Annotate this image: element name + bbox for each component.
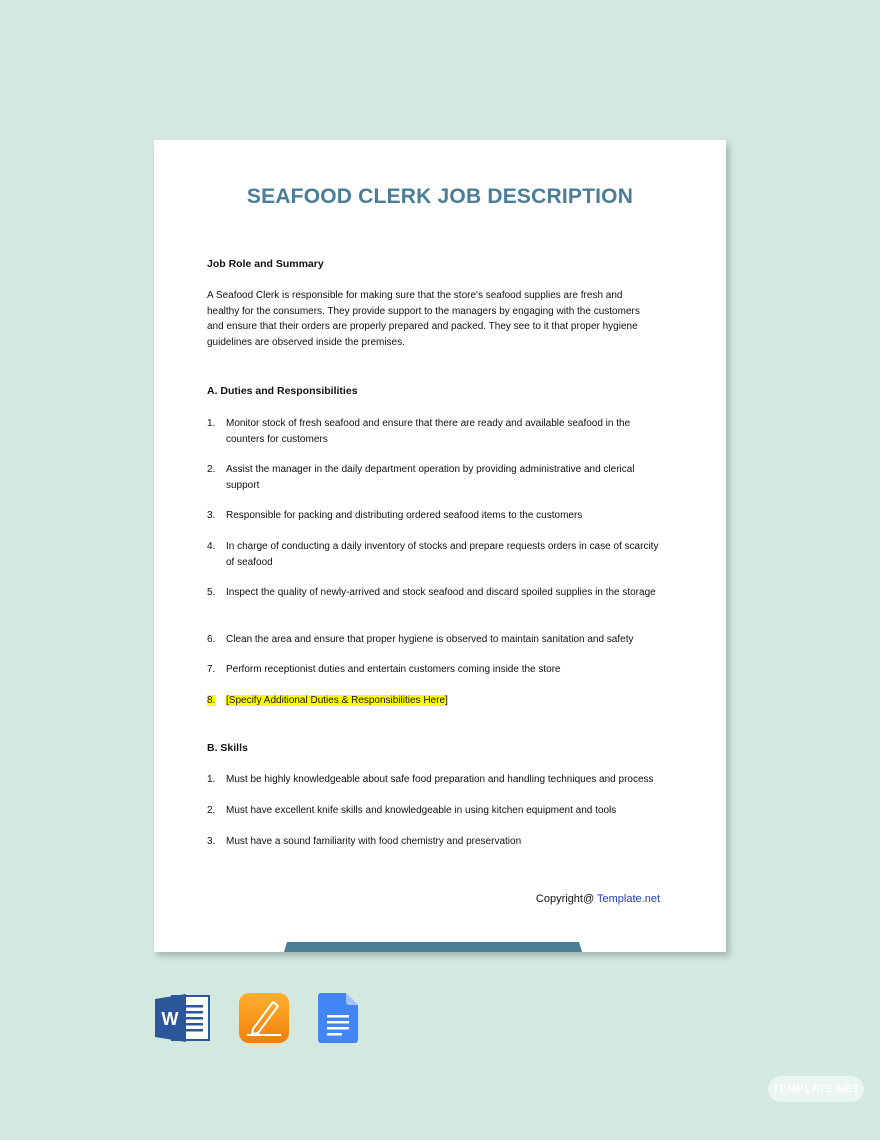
duty-item [207, 462, 667, 493]
duty-number: 3. [207, 510, 216, 521]
duty-number: 1. [207, 418, 216, 429]
footer-bar [284, 942, 582, 952]
duty-text: Inspect the quality of newly-arrived and stock seafood and discard spoiled supplies in the storage [226, 587, 656, 598]
duty-item [207, 508, 667, 524]
copyright [536, 893, 660, 905]
duty-text: Clean the area and ensure that proper hygiene is observed to maintain sanitation and safety [226, 634, 634, 645]
duty-text: Responsible for packing and distributing ordered seafood items to the customers [226, 510, 583, 521]
document-page [154, 140, 726, 952]
template-net-watermark: TEMPLATE.NET [768, 1076, 864, 1102]
skill-text: Must have excellent knife skills and knowledgeable in using kitchen equipment and tools [226, 805, 617, 816]
document-title: SEAFOOD CLERK JOB DESCRIPTION [246, 185, 634, 208]
duty-number: 6. [207, 634, 216, 645]
skill-item [207, 772, 667, 788]
job-role-heading: Job Role and Summary [207, 258, 324, 270]
duty-item [207, 539, 667, 570]
duty-item [207, 416, 667, 447]
word-icon[interactable] [155, 993, 211, 1048]
duty-item [207, 662, 667, 678]
duty-number: 8. [207, 695, 216, 706]
pages-icon[interactable] [239, 993, 289, 1048]
duty-item [207, 585, 667, 601]
skill-text: Must be highly knowledgeable about safe food preparation and handling techniques and process [226, 774, 654, 785]
duty-number: 5. [207, 587, 216, 598]
copyright-label: Copyright@ [535, 893, 595, 905]
skill-item [207, 834, 667, 850]
skill-number: 1. [207, 774, 216, 785]
copyright-link[interactable]: Template.net [597, 893, 660, 905]
duties-heading: A. Duties and Responsibilities [207, 385, 358, 397]
duty-text: Monitor stock of fresh seafood and ensure that there are ready and available seafood in the counters for customers [226, 418, 631, 445]
duty-item [207, 632, 667, 648]
duty-number: 2. [207, 464, 216, 475]
skill-number: 3. [207, 836, 216, 847]
summary-paragraph: A Seafood Clerk is responsible for making sure that the store's seafood supplies are fresh and healthy for the consumers. They provide support to the managers by engaging with the customers and ensure that their orders are properly prepared and packed. They see to it that proper hygiene guidelines are observed inside the premises. [207, 290, 640, 348]
duty-text: Assist the manager in the daily department operation by providing administrative and clerical support [226, 464, 635, 491]
skill-item [207, 803, 667, 819]
word-letter: W [161, 1009, 179, 1029]
google-docs-icon[interactable] [318, 993, 358, 1048]
skills-heading: B. Skills [207, 742, 248, 754]
duty-text: In charge of conducting a daily inventory of stocks and prepare requests orders in case of scarcity of seafood [226, 541, 659, 568]
duty-number: 4. [207, 541, 216, 552]
skill-text: Must have a sound familiarity with food chemistry and preservation [226, 836, 522, 847]
duty-number: 7. [207, 664, 216, 675]
duty-text: Perform receptionist duties and entertain customers coming inside the store [226, 664, 561, 675]
duty-item-placeholder [207, 693, 667, 709]
duty-placeholder-text: [Specify Additional Duties & Responsibilities Here] [226, 695, 448, 706]
skill-number: 2. [207, 805, 216, 816]
